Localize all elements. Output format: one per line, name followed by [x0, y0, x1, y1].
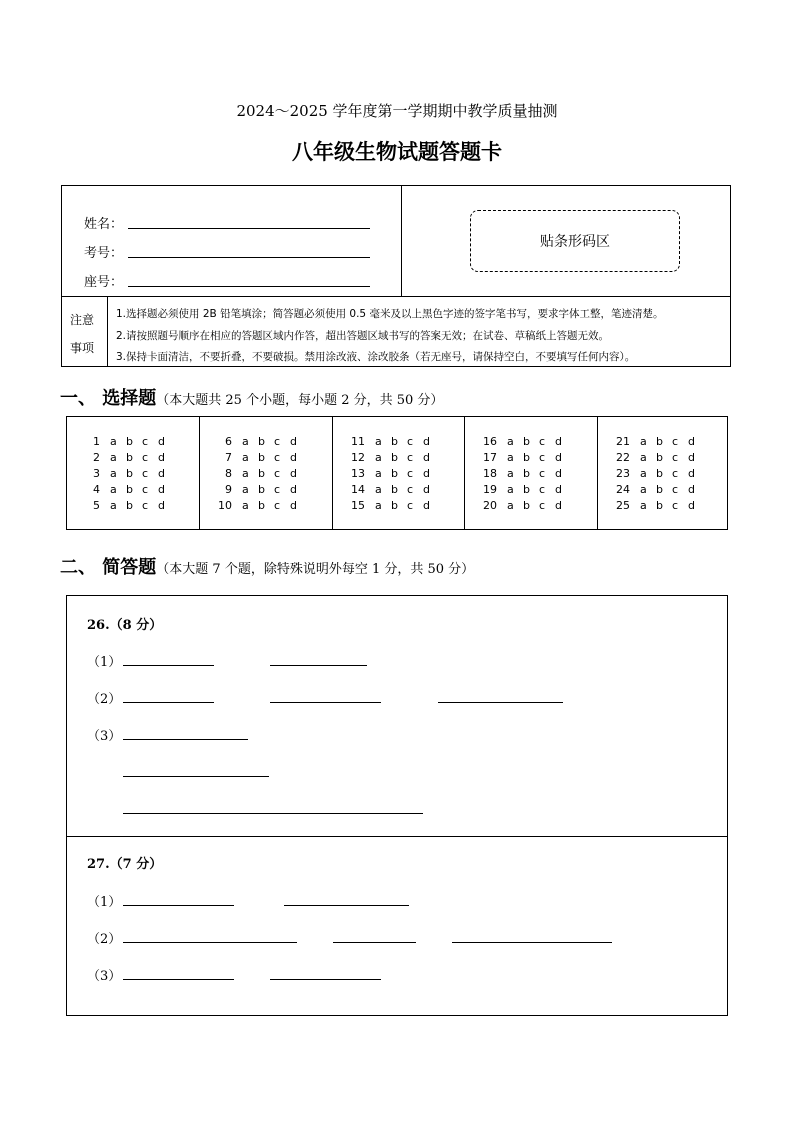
notice-item: 3.保持卡面清洁，不要折叠，不要破损。禁用涂改液、涂改胶条（若无座号，请保持空白，不要填写任何内容）。	[116, 351, 636, 363]
choice-row	[216, 467, 306, 480]
choice-option-a[interactable]: a	[507, 499, 514, 512]
choice-option-d[interactable]: d	[423, 451, 430, 464]
choice-option-d[interactable]: d	[555, 435, 562, 448]
choice-option-b[interactable]: b	[126, 499, 133, 512]
choice-option-c[interactable]: c	[539, 435, 546, 448]
question-number: 21	[616, 435, 630, 448]
choice-option-c[interactable]: c	[274, 483, 281, 496]
choice-option-c[interactable]: c	[142, 435, 149, 448]
choice-option-d[interactable]: d	[555, 467, 562, 480]
choice-option-b[interactable]: b	[523, 483, 530, 496]
question-26-title: 26.（8 分）	[87, 618, 163, 633]
section-2-title: 二、 简答题	[60, 557, 157, 578]
answer-blank[interactable]	[123, 739, 248, 740]
choice-row	[614, 467, 704, 480]
choice-option-c[interactable]: c	[539, 483, 546, 496]
choice-option-b[interactable]: b	[391, 435, 398, 448]
question-number: 22	[616, 451, 630, 464]
q26-part-1-label: （1）	[87, 655, 122, 670]
exam-number-line[interactable]	[128, 257, 370, 258]
choice-option-c[interactable]: c	[142, 499, 149, 512]
choice-option-d[interactable]: d	[688, 435, 695, 448]
choice-row	[614, 435, 704, 448]
choice-row	[481, 435, 571, 448]
answer-blank[interactable]	[123, 702, 214, 703]
choice-option-d[interactable]: d	[555, 483, 562, 496]
choice-option-d[interactable]: d	[158, 435, 165, 448]
question-number: 5	[93, 499, 100, 512]
choice-option-c[interactable]: c	[407, 435, 414, 448]
answer-blank[interactable]	[123, 979, 234, 980]
choice-option-d[interactable]: d	[158, 483, 165, 496]
choice-option-c[interactable]: c	[407, 499, 414, 512]
choice-option-b[interactable]: b	[391, 499, 398, 512]
choice-option-b[interactable]: b	[126, 483, 133, 496]
choice-option-d[interactable]: d	[688, 451, 695, 464]
q27-part-1-label: （1）	[87, 895, 122, 910]
choice-option-c[interactable]: c	[407, 467, 414, 480]
question-number: 8	[225, 467, 232, 480]
choice-column-divider	[464, 417, 465, 529]
section-2-heading	[60, 553, 474, 579]
question-number: 1	[93, 435, 100, 448]
choice-row	[349, 499, 439, 512]
choice-option-b[interactable]: b	[656, 451, 663, 464]
choice-option-a[interactable]: a	[507, 467, 514, 480]
choice-option-d[interactable]: d	[423, 467, 430, 480]
choice-option-a[interactable]: a	[507, 483, 514, 496]
choice-option-d[interactable]: d	[688, 483, 695, 496]
question-number: 4	[93, 483, 100, 496]
question-number: 16	[483, 435, 497, 448]
choice-option-a[interactable]: a	[507, 435, 514, 448]
choice-row	[84, 435, 174, 448]
choice-option-b[interactable]: b	[523, 435, 530, 448]
choice-row	[216, 451, 306, 464]
notice-label-column	[62, 297, 108, 366]
question-number: 13	[351, 467, 365, 480]
choice-option-a[interactable]: a	[242, 499, 249, 512]
answer-blank[interactable]	[452, 942, 612, 943]
choice-option-c[interactable]: c	[274, 435, 281, 448]
answer-blank[interactable]	[270, 979, 381, 980]
choice-option-b[interactable]: b	[126, 451, 133, 464]
choice-option-d[interactable]: d	[423, 435, 430, 448]
answer-blank[interactable]	[123, 905, 234, 906]
choice-option-d[interactable]: d	[290, 451, 297, 464]
answer-blank[interactable]	[123, 665, 214, 666]
q26-part-3-label: （3）	[87, 729, 122, 744]
question-number: 15	[351, 499, 365, 512]
choice-option-c[interactable]: c	[274, 499, 281, 512]
short-answer-box	[66, 595, 728, 1016]
notice-item: 1.选择题必须使用 2B 铅笔填涂；简答题必须使用 0.5 毫米及以上黑色字迹的签字笔书写，要求字体工整，笔迹清楚。	[116, 308, 664, 320]
answer-blank[interactable]	[284, 905, 409, 906]
answer-blank[interactable]	[333, 942, 416, 943]
choice-option-b[interactable]: b	[126, 467, 133, 480]
question-divider	[67, 836, 727, 837]
choice-option-a[interactable]: a	[640, 467, 647, 480]
choice-option-c[interactable]: c	[672, 467, 679, 480]
choice-option-b[interactable]: b	[258, 483, 265, 496]
notice-item: 2.请按照题号顺序在相应的答题区域内作答，超出答题区域书写的答案无效；在试卷、草稿纸上答题无效。	[116, 330, 610, 342]
choice-option-c[interactable]: c	[539, 467, 546, 480]
choice-option-a[interactable]: a	[375, 451, 382, 464]
choice-option-a[interactable]: a	[640, 499, 647, 512]
choice-option-a[interactable]: a	[242, 467, 249, 480]
choice-option-a[interactable]: a	[110, 435, 117, 448]
choice-row	[614, 499, 704, 512]
notice-label-2: 事项	[70, 341, 95, 355]
question-number: 10	[218, 499, 232, 512]
choice-option-a[interactable]: a	[507, 451, 514, 464]
choice-option-c[interactable]: c	[142, 451, 149, 464]
choice-option-b[interactable]: b	[523, 499, 530, 512]
q26-part-2-label: （2）	[87, 692, 122, 707]
question-number: 20	[483, 499, 497, 512]
choice-option-c[interactable]: c	[142, 483, 149, 496]
answer-blank[interactable]	[270, 702, 381, 703]
choice-option-b[interactable]: b	[391, 467, 398, 480]
choice-option-a[interactable]: a	[640, 435, 647, 448]
choice-option-c[interactable]: c	[407, 483, 414, 496]
choice-option-c[interactable]: c	[672, 499, 679, 512]
choice-option-c[interactable]: c	[407, 451, 414, 464]
choice-row	[216, 483, 306, 496]
choice-column-divider	[332, 417, 333, 529]
choice-row	[349, 435, 439, 448]
question-number: 6	[225, 435, 232, 448]
question-number: 11	[351, 435, 365, 448]
choice-option-a[interactable]: a	[110, 451, 117, 464]
section-2-note: （本大题 7 个题，除特殊说明外每空 1 分，共 50 分）	[156, 562, 475, 577]
question-number: 23	[616, 467, 630, 480]
name-line[interactable]	[128, 228, 370, 229]
section-1-note: （本大题共 25 个小题，每小题 2 分，共 50 分）	[156, 393, 444, 408]
choice-option-c[interactable]: c	[672, 435, 679, 448]
choice-row	[349, 483, 439, 496]
choice-option-b[interactable]: b	[258, 451, 265, 464]
seat-number-label: 座号：	[84, 275, 124, 290]
barcode-label: 贴条形码区	[540, 234, 610, 250]
choice-option-c[interactable]: c	[672, 451, 679, 464]
choice-row	[84, 499, 174, 512]
question-number: 25	[616, 499, 630, 512]
choice-option-a[interactable]: a	[375, 499, 382, 512]
choice-row	[614, 451, 704, 464]
barcode-area	[470, 210, 680, 272]
choice-option-a[interactable]: a	[242, 483, 249, 496]
choice-option-b[interactable]: b	[656, 435, 663, 448]
page-title: 八年级生物试题答题卡	[292, 140, 502, 164]
question-number: 17	[483, 451, 497, 464]
choice-option-b[interactable]: b	[656, 467, 663, 480]
question-number: 3	[93, 467, 100, 480]
notice-label-1: 注意	[70, 313, 95, 327]
choice-row	[614, 483, 704, 496]
info-divider	[62, 296, 730, 297]
choice-option-b[interactable]: b	[523, 451, 530, 464]
answer-blank[interactable]	[270, 665, 367, 666]
exam-number-label: 考号：	[84, 246, 124, 261]
choice-option-b[interactable]: b	[126, 435, 133, 448]
choice-row	[481, 483, 571, 496]
choice-option-a[interactable]: a	[375, 435, 382, 448]
question-number: 7	[225, 451, 232, 464]
choice-option-b[interactable]: b	[523, 467, 530, 480]
choice-option-d[interactable]: d	[158, 467, 165, 480]
choice-row	[349, 467, 439, 480]
choice-option-c[interactable]: c	[274, 451, 281, 464]
student-info-box	[61, 185, 731, 367]
choice-row	[216, 499, 306, 512]
choice-row	[481, 467, 571, 480]
exam-number-field[interactable]	[84, 242, 123, 261]
choice-option-d[interactable]: d	[158, 451, 165, 464]
question-number: 14	[351, 483, 365, 496]
question-27-title: 27.（7 分）	[87, 857, 163, 872]
choice-option-d[interactable]: d	[290, 483, 297, 496]
choice-option-a[interactable]: a	[640, 483, 647, 496]
choice-option-b[interactable]: b	[656, 499, 663, 512]
choice-option-d[interactable]: d	[290, 499, 297, 512]
choice-option-a[interactable]: a	[110, 499, 117, 512]
question-number: 18	[483, 467, 497, 480]
question-number: 19	[483, 483, 497, 496]
choice-option-b[interactable]: b	[391, 483, 398, 496]
choice-option-d[interactable]: d	[555, 499, 562, 512]
choice-option-c[interactable]: c	[274, 467, 281, 480]
choice-row	[216, 435, 306, 448]
question-number: 2	[93, 451, 100, 464]
choice-option-d[interactable]: d	[555, 451, 562, 464]
multiple-choice-grid	[66, 416, 728, 530]
choice-option-a[interactable]: a	[375, 467, 382, 480]
choice-row	[349, 451, 439, 464]
choice-row	[84, 467, 174, 480]
section-1-heading	[60, 384, 443, 410]
choice-option-a[interactable]: a	[242, 435, 249, 448]
choice-option-d[interactable]: d	[290, 467, 297, 480]
seat-number-field[interactable]	[84, 271, 123, 290]
name-field[interactable]	[84, 213, 123, 232]
choice-option-c[interactable]: c	[672, 483, 679, 496]
seat-number-line[interactable]	[128, 286, 370, 287]
choice-option-a[interactable]: a	[375, 483, 382, 496]
answer-blank[interactable]	[123, 942, 297, 943]
choice-option-c[interactable]: c	[539, 451, 546, 464]
choice-row	[84, 451, 174, 464]
choice-option-a[interactable]: a	[110, 467, 117, 480]
choice-option-d[interactable]: d	[423, 483, 430, 496]
choice-option-d[interactable]: d	[158, 499, 165, 512]
choice-option-d[interactable]: d	[688, 499, 695, 512]
choice-row	[84, 483, 174, 496]
question-number: 24	[616, 483, 630, 496]
choice-option-d[interactable]: d	[423, 499, 430, 512]
choice-option-b[interactable]: b	[258, 499, 265, 512]
choice-option-b[interactable]: b	[258, 435, 265, 448]
choice-option-a[interactable]: a	[640, 451, 647, 464]
choice-column-divider	[597, 417, 598, 529]
name-label: 姓名：	[84, 217, 124, 232]
choice-option-c[interactable]: c	[539, 499, 546, 512]
choice-option-c[interactable]: c	[142, 467, 149, 480]
q27-part-3-label: （3）	[87, 969, 122, 984]
choice-option-b[interactable]: b	[258, 467, 265, 480]
q27-part-2-label: （2）	[87, 932, 122, 947]
exam-subtitle: 2024～2025 学年度第一学期期中教学质量抽测	[236, 102, 558, 120]
choice-row	[481, 451, 571, 464]
choice-option-d[interactable]: d	[688, 467, 695, 480]
section-1-title: 一、 选择题	[60, 388, 157, 409]
choice-option-a[interactable]: a	[110, 483, 117, 496]
question-number: 9	[225, 483, 232, 496]
choice-row	[481, 499, 571, 512]
question-number: 12	[351, 451, 365, 464]
choice-option-b[interactable]: b	[391, 451, 398, 464]
info-divider	[401, 186, 402, 296]
answer-blank[interactable]	[123, 776, 269, 777]
answer-blank[interactable]	[438, 702, 563, 703]
choice-column-divider	[199, 417, 200, 529]
choice-option-d[interactable]: d	[290, 435, 297, 448]
choice-option-a[interactable]: a	[242, 451, 249, 464]
choice-option-b[interactable]: b	[656, 483, 663, 496]
answer-blank[interactable]	[123, 813, 423, 814]
